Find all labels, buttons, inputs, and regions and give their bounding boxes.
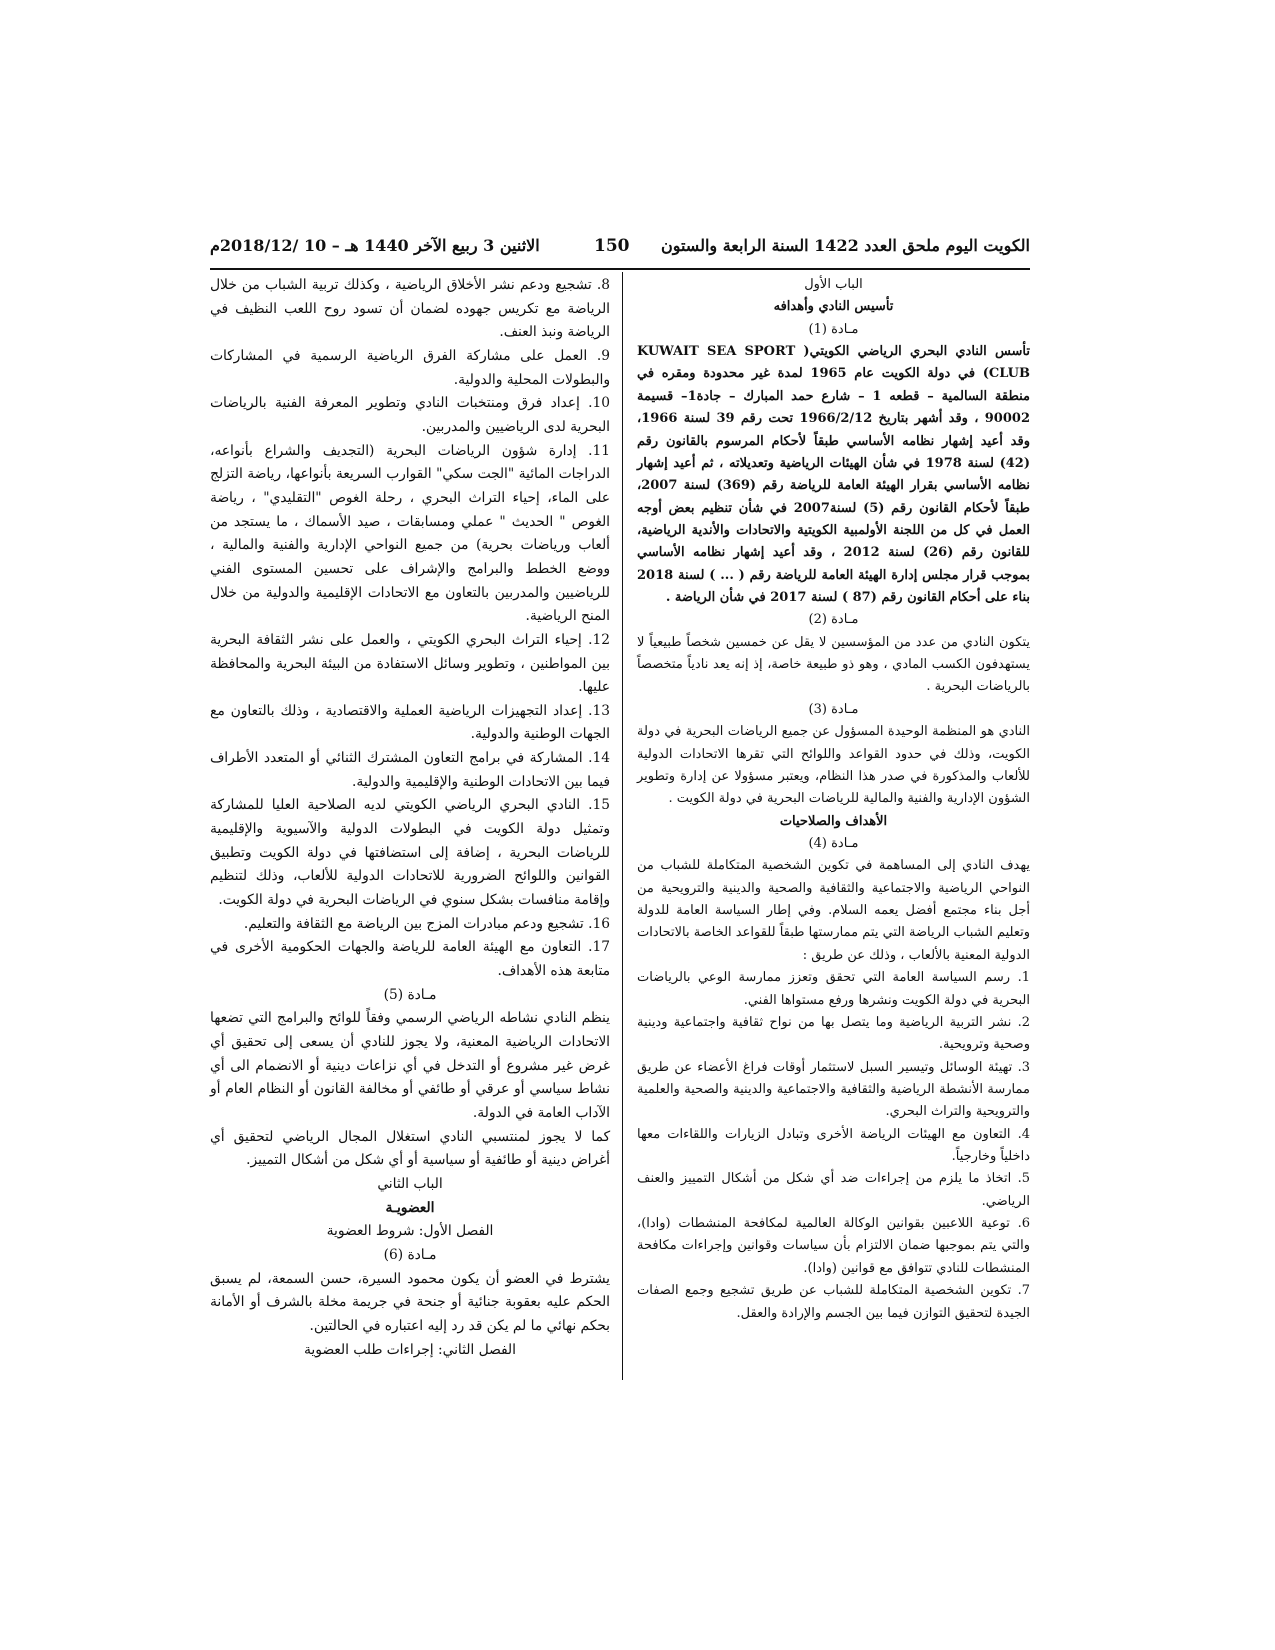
goal-item: 2. نشر التربية الرياضية وما يتصل بها من نواح ثقافية واجتماعية ودينية وصحية وترويحية. (637, 1014, 1030, 1053)
goal-item: 4. التعاون مع الهيئات الرياضة الأخرى وتبادل الزيارات واللقاءات معها داخلياً وخارجياً. (637, 1126, 1030, 1165)
header-publication: الكويت اليوم ملحق العدد 1422 السنة الرابعة والستون (660, 236, 1030, 255)
article1-title: مـادة (1) (808, 321, 859, 337)
article2-text: يتكون النادي من عدد من المؤسسين لا يقل عن خمسين شخصاً طبيعياً لا يستهدفون الكسب المادي ، وهو ذو طبيعة خاصة، إذ إنه يعد نادياً متخصصاً بالرياضات البحرية . (637, 634, 1030, 695)
article3-text: النادي هو المنظمة الوحيدة المسؤول عن جميع الرياضات البحرية في دولة الكويت، وذلك في حدود القواعد واللوائح التي تقرها الاتحادات الدولية للألعاب والمذكورة في صدر هذا النظام، ويعتبر مسؤولا عن إدارة وتطوير الشؤون الإدارية والفنية والمالية للرياضات البحرية في دولة الكويت . (637, 724, 1030, 807)
goal-item: 7. تكوين الشخصية المتكاملة للشباب عن طريق تشجيع وجمع الصفات الجيدة لتحقيق التوازن فيما بين الجسم والإرادة والعقل. (637, 1283, 1030, 1321)
goal-item: 11. إدارة شؤون الرياضات البحرية (التجديف والشراع بأنواعه، الدراجات المائية "الجت سكي" القوارب السريعة بأنواعها، رياضة التزلج على الماء، إحياء التراث البحري ، رحلة الغوص "التقليدي" ، رياضة الغوص " الحديث " عملي ومسابقات ، صيد الأسماك ، ما يستجد من ألعاب ورياضات بحرية) من جميع النواحي الإدارية والفنية والمالية ، ووضع الخطط والبرامج والإشراف على تحسين المستوى الفني للرياضيين والمدربين بالتعاون مع الاتحادات الإقليمية والدولية من خلال المنح الرياضية. (210, 442, 610, 625)
section2-title: الفصل الثاني: إجراءات طلب العضوية (304, 1341, 516, 1358)
header-date: الاثنين 3 ربيع الآخر 1440 هـ – 10 /2018/12م (210, 236, 540, 255)
header-rule (210, 268, 1030, 270)
article2-title: مـادة (2) (808, 612, 859, 628)
goal-item: 9. العمل على مشاركة الفرق الرياضية الرسمية في المشاركات والبطولات المحلية والدولية. (210, 347, 610, 388)
article6-title: مـادة (6) (383, 1246, 437, 1263)
page-number: 150 (594, 236, 630, 256)
goal-item: 17. التعاون مع الهيئة العامة للرياضة والجهات الحكومية الأخرى في متابعة هذه الأهداف. (210, 939, 610, 980)
goal-item: 13. إعداد التجهيزات الرياضية العملية والاقتصادية ، وذلك بالتعاون مع الجهات الوطنية والدولية. (210, 702, 610, 743)
goal-item: 15. النادي البحري الرياضي الكويتي لديه الصلاحية العليا للمشاركة وتمثيل دولة الكويت في البطولات الدولية والآسيوية والإقليمية للرياضات البحرية ، إضافة إلى استضافتها في دولة الكويت وتطبيق القوانين واللوائح الضرورية للاتحادات الدولية للألعاب، وذلك لتنظيم وإقامة منافسات بشكل سنوي في الرياضات البحرية في دولة الكويت. (210, 797, 610, 909)
article5-title: مـادة (5) (383, 986, 437, 1003)
article6-text: يشترط في العضو أن يكون محمود السيرة، حسن السمعة، لم يسبق الحكم عليه بعقوبة جنائية أو جنحة في جريمة مخلة بالشرف أو الأمانة بحكم نهائي ما لم يكن قد رد إليه اعتباره في الحالتين. (210, 1270, 610, 1334)
page-header (210, 236, 1030, 262)
goal-item: 12. إحياء التراث البحري الكويتي ، والعمل على نشر الثقافة البحرية بين المواطنين ، وتطوير وسائل الاستفادة من البيئة البحرية والمحافظة عليها. (210, 631, 610, 696)
left-column (210, 274, 610, 1362)
article3-title: مـادة (3) (808, 701, 859, 717)
goal-item: 10. إعداد فرق ومنتخبات النادي وتطوير المعرفة الفنية بالرياضات البحرية لدى الرياضيين والمدربين. (210, 395, 610, 435)
chapter1-title: الباب الأول (804, 277, 863, 292)
article5-text: ينظم النادي نشاطه الرياضي الرسمي وفقاً للوائح والبرامج التي تضعها الاتحادات الرياضية المعنية، ولا يجوز للنادي أن يسعى إلى تحقيق أي غرض غير مشروع أو التدخل في أي نزاعات دينية أو الانضمام الى أي نشاط سياسي أو عرقي أو طائفي أو مخالفة القانون أو النظام العام أو الآداب العامة في الدولة. (210, 1010, 610, 1121)
chapter2-title: الباب الثاني (377, 1175, 443, 1192)
column-divider (622, 272, 623, 1380)
article4-title: مـادة (4) (808, 835, 859, 851)
goal-item: 1. رسم السياسة العامة التي تحقق وتعزز ممارسة الوعي بالرياضات البحرية في دولة الكويت ونشرها ورفع مستواها الفني. (637, 970, 1030, 1008)
goal-item: 3. تهيئة الوسائل وتيسير السبل لاستثمار أوقات فراغ الأعضاء عن طريق ممارسة الأنشطة الرياضية والثقافية والاجتماعية والدينية والصحية والعلمية والترويحية والتراث البحري. (637, 1059, 1030, 1120)
section1-title: الفصل الأول: شروط العضوية (326, 1223, 494, 1240)
goal-item: 16. تشجيع ودعم مبادرات المزج بين الرياضة مع الثقافة والتعليم. (243, 915, 610, 932)
membership-heading: العضويـة (385, 1199, 435, 1216)
article5-text-2: كما لا يجوز لمنتسبي النادي استغلال المجال الرياضي لتحقيق أي أغراض دينية أو طائفية أو سياسية أو أي شكل من أشكال التمييز. (210, 1128, 610, 1169)
goal-item: 6. توعية اللاعبين بقوانين الوكالة العالمية لمكافحة المنشطات (وادا)، والتي يتم بموجبها ضمان الالتزام بأن سياسات وقوانين وإجراءات مكافحة المنشطات للنادي تتوافق مع قوانين (وادا). (637, 1216, 1030, 1276)
chapter1-subtitle: تأسيس النادي وأهدافه (773, 299, 894, 315)
goal-item: 8. تشجيع ودعم نشر الأخلاق الرياضية ، وكذلك تربية الشباب من خلال الرياضة مع تكريس جهوده لضمان أن تسود روح اللعب النظيف في الرياضة ونبذ العنف. (210, 277, 610, 341)
article4-intro: يهدف النادي إلى المساهمة في تكوين الشخصية المتكاملة للشباب من النواحي الرياضية والاجتماعية والثقافية والصحية والدينية والترويحية من أجل بناء مجتمع أفضل يعمه السلام. وفي إطار السياسة العامة للدولة وتعليم الشباب الرياضة التي يتم ممارستها طبقاً للقواعد الخاصة بالاتحادات الدولية المعنية بالألعاب ، وذلك عن طريق : (637, 858, 1030, 963)
goal-item: 5. اتخاذ ما يلزم من إجراءات ضد أي شكل من أشكال التمييز والعنف الرياضي. (637, 1171, 1030, 1209)
article1-text: تأسس النادي البحري الرياضي الكويتي( KUWAIT SEA SPORT CLUB) في دولة الكويت عام 1965 لمدة غير محدودة ومقره في منطقة السالمية – قطعه 1 – شارع حمد المبارك – جادة1– قسيمة 90002 ، وقد أشهر بتاريخ 1966/2/12 تحت رقم 39 لسنة 1966، وقد أعيد إشهار نظامه الأساسي طبقاً لأحكام المرسوم بالقانون رقم (42) لسنة 1978 في شأن الهيئات الرياضية وتعديلاته ، ثم أعيد إشهار نظامه الأساسي بقرار الهيئة العامة للرياضة رقم (369) لسنة 2007، طبقاً لأحكام القانون رقم (5) لسنة2007 في شأن تنظيم بعض أوجه العمل في كل من اللجنة الأولمبية الكويتية والاتحادات والأندية الرياضية، للقانون رقم (26) لسنة 2012 ، وقد أعيد إشهار نظامه الأساسي بموجب قرار مجلس إدارة الهيئة العامة للرياضة رقم ( ... ) لسنة 2018 بناء على أحكام القانون رقم (87 ) لسنة 2017 في شأن الرياضة . (637, 344, 1031, 606)
goal-item: 14. المشاركة في برامج التعاون المشترك الثنائي أو المتعدد الأطراف فيما بين الاتحادات الوطنية والإقليمية والدولية. (210, 750, 610, 790)
goals-heading: الأهداف والصلاحيات (779, 813, 888, 829)
right-column (637, 274, 1030, 1325)
